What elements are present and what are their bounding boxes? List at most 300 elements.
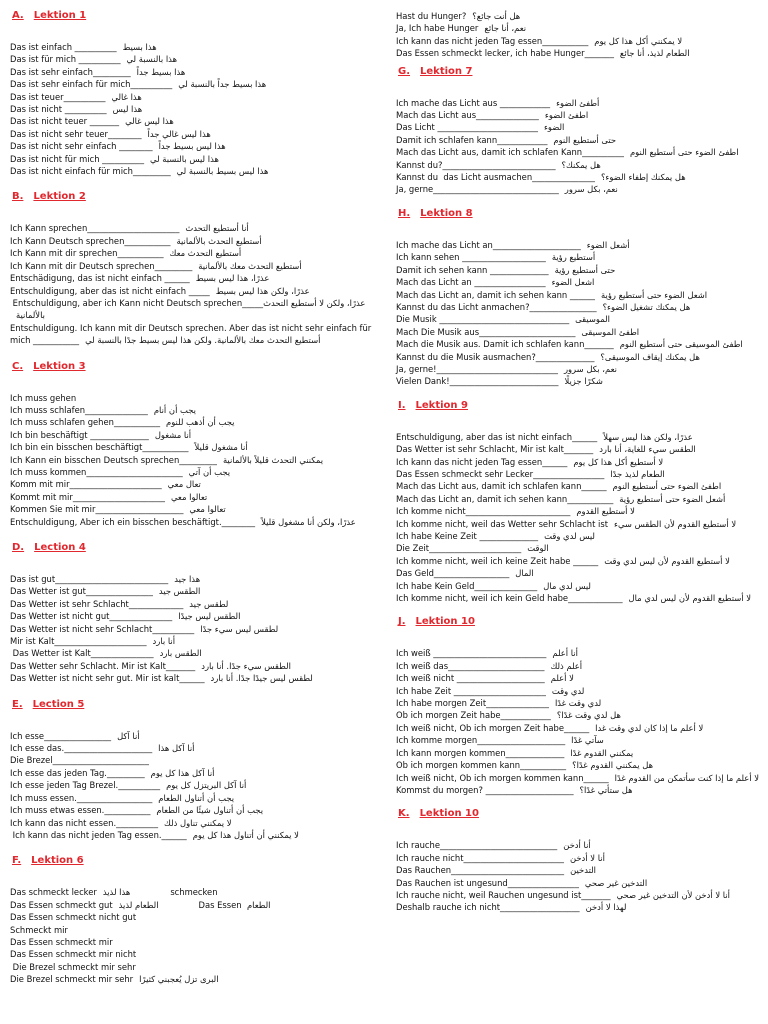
german-phrase: Ja, gerne!_____________________________ bbox=[396, 363, 558, 374]
german-phrase: Das ist sehr einfach_________ bbox=[10, 66, 131, 77]
vocab-line bbox=[10, 635, 382, 647]
german-phrase: Das Essen schmeckt gut bbox=[10, 899, 113, 910]
arabic-translation: هذا ليس بسيط جداً bbox=[158, 141, 226, 152]
arabic-translation: يجب أن أذهب للنوم bbox=[166, 417, 235, 428]
german-phrase: Ich komme nicht, weil ich kein Geld habe_____________ bbox=[396, 593, 623, 604]
vocab-line bbox=[10, 516, 382, 528]
arabic-translation: هذا بسيط bbox=[122, 42, 157, 52]
lesson-heading bbox=[12, 699, 382, 710]
german-phrase: Hast du Hunger? bbox=[396, 11, 467, 21]
german-phrase: Das ist teuer__________ bbox=[10, 91, 106, 102]
arabic-translation: ليس لدي وقت bbox=[544, 531, 595, 541]
arabic-translation: تعال معي bbox=[167, 479, 201, 490]
german-phrase: Das Geld__________________ bbox=[396, 568, 510, 579]
arabic-translation: أنا مشغول قليلاً bbox=[194, 442, 248, 453]
vocab-line bbox=[396, 772, 764, 784]
arabic-translation: أطفئ الضوء bbox=[556, 97, 600, 108]
lesson-letter: J. bbox=[398, 616, 406, 628]
german-phrase: Das Essen schmeckt mir bbox=[10, 936, 113, 947]
vocab-line bbox=[396, 722, 764, 734]
vocab-line bbox=[396, 480, 764, 492]
german-phrase: Ich weiß nicht, Ob ich morgen kommen kann______ bbox=[396, 772, 609, 783]
arabic-translation: أستطيع التحدث بالألمانية bbox=[176, 235, 262, 246]
arabic-translation: يجب أن أتناول شيئًا من الطعام bbox=[156, 805, 264, 816]
german-phrase: Das ist gut___________________________ bbox=[10, 574, 169, 584]
vocab-line bbox=[10, 91, 382, 103]
lesson-section bbox=[10, 10, 382, 191]
german-phrase: Ich habe Keine Zeit ______________ bbox=[396, 531, 539, 541]
vocab-line bbox=[396, 121, 764, 133]
vocab-line bbox=[10, 973, 382, 985]
arabic-translation: الطقس بارد bbox=[159, 648, 202, 659]
arabic-translation: حتى أستطيع رؤية bbox=[554, 264, 616, 275]
arabic-translation: لا أستطيع القدوم لأن ليس لدي مال bbox=[628, 593, 752, 604]
arabic-translation: لا أستطيع أكل هذا كل يوم bbox=[573, 456, 664, 467]
vocab-line bbox=[10, 140, 382, 152]
lesson-letter: I. bbox=[398, 399, 406, 411]
vocab-line bbox=[396, 759, 764, 771]
german-phrase: Mach das Licht aus, damit ich schlafen Kann__________ bbox=[396, 147, 624, 158]
german-phrase: Ich esse jeden Tag Brezel.__________ bbox=[10, 780, 161, 791]
right-column-sections bbox=[396, 66, 764, 926]
german-phrase: Mir ist Kalt______________________ bbox=[10, 636, 147, 647]
vocab-line bbox=[396, 363, 764, 375]
arabic-translation: هذا بسيط جداً بالنسبة لي bbox=[178, 79, 267, 90]
vocab-line bbox=[396, 592, 764, 604]
arabic-translation: اطفئ الموسيقى حتى أستطيع النوم bbox=[619, 339, 743, 350]
arabic-translation: الموسيقى bbox=[575, 314, 610, 325]
arabic-translation: لا أعلم ما إذا كان لدي وقت غدا bbox=[595, 722, 704, 733]
german-phrase: Entschuldigung, Aber ich ein bisschen beschäftigt.________ bbox=[10, 516, 256, 527]
vocab-line bbox=[10, 491, 382, 503]
german-phrase: Mach das Licht an, damit ich sehen kann___________ bbox=[396, 493, 614, 504]
arabic-translation: اشعل الضوء حتى أستطيع رؤية bbox=[601, 289, 708, 300]
german-phrase: Deshalb rauche ich nicht___________________ bbox=[396, 902, 580, 913]
vocab-line bbox=[10, 817, 382, 829]
arabic-translation: هذا ليس غالي bbox=[125, 116, 174, 127]
lesson-heading bbox=[12, 855, 382, 866]
german-phrase: Ich kann das nicht jeden Tag essen______ bbox=[396, 456, 568, 467]
german-phrase: Ich rauche____________________________ bbox=[396, 840, 558, 851]
vocab-line bbox=[396, 567, 764, 579]
arabic-translation: الطقس جيد bbox=[158, 586, 201, 597]
arabic-translation: أشعل الضوء حتى أستطيع رؤية bbox=[619, 493, 726, 504]
arabic-translation: هذا جيد bbox=[174, 574, 201, 584]
arabic-translation: تعالوا معي bbox=[170, 491, 208, 502]
german-phrase: Das Wetter ist sehr Schlacht, Mir ist kalt_______ bbox=[396, 444, 594, 455]
vocab-line bbox=[10, 41, 382, 53]
arabic-translation: هذا ليس بالنسبة لي bbox=[150, 153, 219, 164]
german-phrase: Kannst du das Licht anmachen?________________ bbox=[396, 301, 597, 312]
arabic-translation: أنا أدخن bbox=[563, 840, 591, 851]
vocab-line bbox=[396, 276, 764, 288]
lesson-section bbox=[396, 808, 764, 925]
lesson-title: Lektion 3 bbox=[33, 360, 86, 372]
arabic-translation: هذا بالنسبة لي bbox=[126, 54, 177, 65]
german-phrase: Das Essen schmeckt lecker, ich habe Hunger_______ bbox=[396, 48, 614, 59]
german-phrase: Kannst du das Licht ausmachen_______________ bbox=[396, 172, 595, 183]
arabic-translation: لا أستطيع القدوم لأن الطقس سيء bbox=[614, 518, 737, 529]
arabic-translation: أنا آكل هذا كل يوم bbox=[150, 767, 215, 778]
vocab-line bbox=[10, 285, 382, 297]
vocab-line bbox=[396, 864, 764, 876]
arabic-translation: اطفئ الضوء حتى أستطيع النوم bbox=[629, 147, 739, 158]
lesson-letter: F. bbox=[12, 855, 22, 867]
german-phrase: Ich mache das Licht aus ____________ bbox=[396, 97, 551, 108]
lesson-letter: H. bbox=[398, 207, 411, 219]
arabic-translation: الطقس سيء جدًا. أنا بارد bbox=[201, 660, 291, 671]
arabic-translation: لطقس ليس سيء جدًا bbox=[200, 623, 279, 634]
lesson-letter: G. bbox=[398, 65, 411, 77]
vocab-line bbox=[396, 183, 764, 195]
arabic-translation: أنا بارد bbox=[152, 636, 176, 647]
vocab-line bbox=[396, 109, 764, 121]
german-phrase: Mach das Licht an _________________ bbox=[396, 277, 546, 288]
german-phrase: Entschuldigung, aber das ist nicht einfach______ bbox=[396, 431, 598, 442]
arabic-translation: عذرًا، هذا ليس بسيط bbox=[195, 273, 270, 284]
vocab-line bbox=[396, 852, 764, 864]
german-phrase: Ich esse das._____________________ bbox=[10, 743, 153, 754]
arabic-translation: لا أعلم ما إذا كنت سأتمكن من القدوم غدًا bbox=[614, 772, 760, 783]
vocab-line bbox=[396, 877, 764, 889]
arabic-translation: نعم، بكل سرور bbox=[563, 363, 617, 374]
vocab-line bbox=[10, 585, 382, 597]
german-phrase: Das Essen schmeckt sehr Lecker_________________ bbox=[396, 468, 605, 479]
vocab-line bbox=[10, 272, 382, 284]
german-phrase: Schmeckt mir bbox=[10, 924, 68, 935]
arabic-translation: أنا آكل bbox=[117, 730, 140, 741]
german-phrase: Ich komme morgen_____________________ bbox=[396, 735, 566, 746]
arabic-translation: يجب أن أتناول الطعام bbox=[158, 792, 235, 803]
vocab-line bbox=[10, 404, 382, 416]
vocab-line bbox=[10, 322, 382, 347]
lesson-title: Lection 5 bbox=[32, 698, 85, 710]
arabic-translation: لا أستطيع القدوم bbox=[576, 506, 635, 517]
german-phrase: Kommt mit mir______________________ bbox=[10, 491, 165, 502]
arabic-translation: لدي وقت bbox=[551, 685, 585, 696]
german-phrase: Ich Kann mit dir Deutsch sprechen_________ bbox=[10, 260, 193, 271]
vocab-line bbox=[10, 754, 382, 766]
lesson-title: Lection 4 bbox=[34, 542, 86, 553]
arabic-translation: هذا لذيذ bbox=[102, 887, 131, 898]
arabic-translation: أنا لا أدخن bbox=[570, 852, 605, 863]
vocab-line bbox=[10, 165, 382, 177]
german-phrase: Mach die Musik aus. Damit ich schlafen kann_______ bbox=[396, 339, 614, 350]
german-phrase: Das Rauchen ist ungesund_________________ bbox=[396, 877, 579, 888]
vocab-line bbox=[396, 530, 764, 542]
german-phrase: Ich muss kommen_______________________ bbox=[10, 466, 183, 477]
arabic-translation: عذرًا، ولكن أنا مشغول قليلاً bbox=[261, 516, 356, 527]
arabic-translation: حتى أستطيع النوم bbox=[553, 134, 617, 145]
german-phrase: Die Brezel_______________________ bbox=[10, 755, 149, 766]
vocab-line bbox=[396, 146, 764, 158]
vocab-line bbox=[396, 734, 764, 746]
vocab-line bbox=[10, 924, 382, 936]
german-phrase: Ich Kann Deutsch sprechen___________ bbox=[10, 235, 171, 246]
lesson-heading bbox=[398, 808, 764, 819]
arabic-translation: أنا مشغول bbox=[154, 429, 192, 440]
lesson-title: Lektion 8 bbox=[420, 207, 473, 219]
vocab-line bbox=[396, 518, 764, 530]
vocab-line bbox=[10, 886, 382, 898]
lesson-heading bbox=[398, 66, 764, 77]
vocab-line bbox=[396, 542, 764, 554]
german-phrase: Ich Kann ein bisschen Deutsch sprechen_________ bbox=[10, 454, 217, 465]
german-phrase: Das Wetter ist nicht gut_______________ bbox=[10, 611, 173, 622]
german-phrase: Komm mit mir______________________ bbox=[10, 479, 162, 490]
arabic-translation: أعلم ذلك bbox=[550, 660, 583, 671]
arabic-translation: أنا أستطيع التحدث bbox=[185, 223, 249, 234]
arabic-translation: عذرًا، ولكن هذا ليس بسيط bbox=[215, 285, 310, 296]
lesson-heading bbox=[398, 208, 764, 219]
german-phrase: Das ist nicht sehr einfach ________ bbox=[10, 141, 153, 152]
german-phrase: Ich komme nicht_________________________ bbox=[396, 506, 571, 517]
vocab-line bbox=[396, 47, 764, 59]
arabic-translation: الطعام لذيذ، أنا جائع bbox=[619, 48, 690, 59]
german-phrase: Das Wetter ist sehr Schlacht_____________ bbox=[10, 598, 184, 609]
lesson-letter: A. bbox=[12, 10, 24, 21]
arabic-translation: الوقت bbox=[527, 543, 549, 554]
vocab-line bbox=[10, 610, 382, 622]
vocab-line bbox=[396, 264, 764, 276]
arabic-translation: أشعل الضوء bbox=[586, 239, 630, 250]
german-phrase: Ich bin ein bisschen beschäftigt___________ bbox=[10, 442, 189, 453]
arabic-translation: هذا ليس بسيط بالنسبة لي bbox=[176, 166, 269, 177]
german-phrase: Ob ich morgen kommen kann___________ bbox=[396, 760, 567, 771]
german-phrase: Das ist für mich __________ bbox=[10, 54, 121, 65]
german-phrase: Das Licht ________________________ bbox=[396, 122, 538, 133]
arabic-translation: لا يمكنني أن أتناول هذا كل يوم bbox=[192, 829, 299, 840]
side-note: schmecken bbox=[170, 887, 218, 898]
vocab-line bbox=[396, 647, 764, 659]
lesson-title: Lektion 6 bbox=[31, 855, 84, 867]
german-phrase: Ich Kann sprechen______________________ bbox=[10, 223, 180, 234]
vocab-line bbox=[396, 697, 764, 709]
arabic-translation: هذا غالي bbox=[111, 91, 142, 102]
lesson-section bbox=[10, 191, 382, 360]
german-phrase: Ich weiß nicht _____________________ bbox=[396, 673, 545, 684]
german-phrase: Das Wetter ist Kalt_______________ bbox=[10, 648, 154, 659]
lesson-heading bbox=[12, 361, 382, 372]
vocab-line bbox=[10, 936, 382, 948]
german-phrase: Das ist nicht für mich __________ bbox=[10, 153, 145, 164]
vocab-line bbox=[10, 660, 382, 672]
arabic-translation: هل يمكنك؟ bbox=[561, 159, 601, 170]
german-phrase: Ich habe morgen Zeit_______________ bbox=[396, 698, 549, 709]
german-phrase: Kommen Sie mit mir_____________________ bbox=[10, 504, 184, 515]
vocab-line bbox=[396, 251, 764, 263]
arabic-translation: لهذا لا أدخن bbox=[585, 902, 627, 913]
vocab-line bbox=[396, 468, 764, 480]
arabic-translation: اطفئ الموسيقى bbox=[581, 326, 640, 337]
german-phrase: Das schmeckt lecker bbox=[10, 887, 97, 898]
german-phrase: Ich esse das jeden Tag._________ bbox=[10, 767, 145, 778]
vocab-line bbox=[396, 672, 764, 684]
arabic-translation: نعم، بكل سرور bbox=[564, 184, 618, 195]
german-phrase: Ich muss etwas essen.___________ bbox=[10, 805, 151, 816]
vocab-line bbox=[10, 222, 382, 234]
vocab-line bbox=[396, 134, 764, 146]
arabic-translation: سآتي غدًا bbox=[571, 735, 604, 746]
vocab-line bbox=[396, 351, 764, 363]
vocab-line bbox=[10, 961, 382, 973]
german-phrase: Ob ich morgen Zeit habe____________ bbox=[396, 710, 551, 721]
german-phrase: Ich weiß nicht, Ob ich morgen Zeit habe______ bbox=[396, 722, 590, 733]
lesson-section bbox=[396, 400, 764, 617]
german-phrase: Die Brezel schmeckt mir sehr bbox=[10, 961, 136, 972]
vocab-line bbox=[10, 829, 382, 841]
german-phrase: Ich habe Kein Geld_______________ bbox=[396, 580, 538, 591]
arabic-translation: الطقس سيء للغاية، أنا بارد bbox=[599, 444, 696, 455]
german-phrase: Das Wetter ist gut________________ bbox=[10, 586, 153, 597]
lesson-title: Lektion 10 bbox=[419, 808, 479, 820]
german-phrase: Das Wetter ist nicht sehr Schlacht__________ bbox=[10, 623, 195, 634]
lesson-title: Lektion 1 bbox=[33, 10, 87, 21]
arabic-translation: أنا آكل البريتزل كل يوم bbox=[166, 780, 247, 791]
vocab-line bbox=[10, 804, 382, 816]
arabic-translation: لطقس جيد bbox=[189, 598, 229, 609]
lesson-letter: B. bbox=[12, 191, 24, 203]
arabic-translation: هل يمكنك إطفاء الضوء؟ bbox=[600, 172, 686, 183]
lesson-title: Lektion 9 bbox=[415, 399, 468, 411]
arabic-translation: عذرًا، ولكن لا أستطيع التحدث بالألمانية bbox=[16, 297, 369, 321]
vocab-line bbox=[10, 742, 382, 754]
german-phrase: Ich muss schlafen_______________ bbox=[10, 404, 148, 415]
vocab-line bbox=[396, 839, 764, 851]
lesson-heading bbox=[398, 616, 764, 627]
arabic-translation: هذا ليس غالي جداً bbox=[147, 128, 211, 139]
arabic-translation: هل أنت جائع؟ bbox=[472, 11, 521, 21]
vocab-line bbox=[10, 429, 382, 441]
german-phrase: Ich kann das nicht jeden Tag essen___________ bbox=[396, 35, 589, 46]
vocab-line bbox=[10, 416, 382, 428]
vocab-line bbox=[396, 289, 764, 301]
vocab-line bbox=[10, 466, 382, 478]
lesson-title: Lektion 2 bbox=[33, 191, 86, 203]
german-phrase: Ich muss gehen bbox=[10, 392, 77, 403]
arabic-translation: لا يمكنني أكل هذا كل يوم bbox=[594, 35, 683, 46]
arabic-translation: هل يمكنك إيقاف الموسيقى؟ bbox=[600, 351, 700, 362]
vocab-line bbox=[396, 171, 764, 183]
german-phrase: Ich mache das Licht an_____________________ bbox=[396, 239, 581, 250]
arabic-translation: اطفئ الضوء bbox=[544, 110, 589, 121]
arabic-translation: لطقس ليس جيدًا جدًا. أنا بارد bbox=[210, 673, 313, 684]
lesson-section bbox=[396, 208, 764, 400]
vocab-line bbox=[396, 159, 764, 171]
lesson-heading bbox=[398, 400, 764, 411]
vocab-line bbox=[10, 503, 382, 515]
vocab-line bbox=[10, 66, 382, 78]
german-phrase: Mach das Licht aus, damit ich schlafen kann______ bbox=[396, 481, 607, 492]
right-column-intro bbox=[396, 10, 764, 60]
vocab-line bbox=[10, 128, 382, 140]
vocab-line bbox=[10, 767, 382, 779]
vocab-line bbox=[10, 573, 382, 585]
german-phrase: Ja, Ich habe Hunger bbox=[396, 23, 479, 34]
lesson-heading bbox=[12, 10, 382, 21]
german-phrase: Ich komme nicht, weil das Wetter sehr Schlacht ist bbox=[396, 518, 609, 529]
vocab-line bbox=[10, 247, 382, 259]
german-phrase: Das Rauchen___________________________ bbox=[396, 865, 565, 876]
arabic-translation: الطقس ليس جيدًا bbox=[178, 611, 241, 622]
lesson-letter: E. bbox=[12, 698, 23, 710]
vocab-line bbox=[396, 747, 764, 759]
german-phrase: Entschuldigung. Ich kann mit dir Deutsch sprechen. Aber das ist nicht sehr einfach für mich ___________ bbox=[10, 322, 374, 346]
lesson-section bbox=[396, 616, 764, 808]
arabic-translation: اشعل الضوء bbox=[551, 277, 595, 288]
lesson-letter: C. bbox=[12, 360, 24, 372]
arabic-translation: هل يمكنك تشغيل الضوء؟ bbox=[602, 301, 691, 312]
arabic-translation: الضوء bbox=[543, 122, 565, 133]
vocab-line bbox=[10, 78, 382, 90]
german-phrase: Ich rauche nicht, weil Rauchen ungesund ist_______ bbox=[396, 889, 611, 900]
vocab-line bbox=[10, 948, 382, 960]
arabic-translation: أستطيع رؤية bbox=[551, 252, 596, 263]
right-column bbox=[396, 10, 764, 926]
lesson-heading bbox=[12, 191, 382, 202]
vocab-line bbox=[396, 375, 764, 387]
german-phrase: Ich rauche nicht________________________ bbox=[396, 852, 564, 863]
vocab-line bbox=[10, 730, 382, 742]
german-phrase: Die Musik _______________________________ bbox=[396, 314, 570, 325]
vocab-line bbox=[396, 97, 764, 109]
lesson-title: Lektion 7 bbox=[420, 65, 473, 77]
vocab-line bbox=[10, 297, 382, 322]
german-phrase: Das ist nicht __________ bbox=[10, 104, 107, 115]
german-phrase: Ich habe Zeit ______________________ bbox=[396, 685, 546, 696]
german-phrase: Die Zeit______________________ bbox=[396, 543, 522, 554]
left-column bbox=[10, 10, 382, 1000]
german-phrase: Mach das Licht an, damit ich sehen kann ______ bbox=[396, 289, 595, 300]
german-phrase: Das Wetter sehr Schlacht. Mir ist Kalt_______ bbox=[10, 660, 196, 671]
vocab-line bbox=[10, 672, 382, 684]
german-phrase: Ich weiß das_______________________ bbox=[396, 660, 545, 671]
arabic-translation: هل لدي وقت غدًا؟ bbox=[556, 710, 621, 721]
arabic-translation: ليس لدي مال bbox=[543, 580, 591, 591]
german-phrase: Die Brezel schmeckt mir sehr bbox=[10, 974, 134, 985]
german-phrase: Das Wetter ist nicht sehr gut. Mir ist kalt______ bbox=[10, 673, 205, 684]
german-phrase: Das ist nicht sehr teuer________ bbox=[10, 128, 142, 139]
lesson-title: Lektion 10 bbox=[415, 616, 475, 628]
arabic-translation: الطعام لذيذ جدًا bbox=[610, 468, 665, 479]
vocab-line bbox=[10, 441, 382, 453]
german-phrase: Das Essen schmeckt nicht gut bbox=[10, 912, 137, 923]
german-phrase: Das ist nicht einfach für mich_________ bbox=[10, 166, 171, 177]
vocab-line bbox=[10, 392, 382, 404]
arabic-translation: لدي وقت غدًا bbox=[554, 698, 602, 709]
lesson-section bbox=[10, 855, 382, 999]
arabic-translation: أنا لا أدخن لأن التدخين غير صحي bbox=[616, 889, 730, 900]
vocab-line bbox=[10, 779, 382, 791]
german-phrase: Entschuldigung, aber das ist nicht einfach _____ bbox=[10, 285, 210, 296]
vocab-line bbox=[396, 239, 764, 251]
german-phrase: Damit ich schlafen kann____________ bbox=[396, 134, 548, 145]
arabic-translation: لا أعلم bbox=[550, 673, 574, 684]
vocab-line bbox=[396, 35, 764, 47]
german-phrase: Ich weiß ___________________________ bbox=[396, 648, 547, 659]
vocab-line bbox=[396, 784, 764, 796]
german-phrase: Das ist sehr einfach für mich__________ bbox=[10, 79, 173, 90]
vocab-line bbox=[10, 647, 382, 659]
arabic-translation: أستطيع التحدث معك بالألمانية. ولكن هذا ليس بسيط جدًا بالنسبة لي bbox=[85, 335, 321, 346]
vocab-line bbox=[396, 901, 764, 913]
arabic-translation: البرى تزل يُعجبني كثيرًا bbox=[139, 974, 219, 985]
german-phrase: Kannst du die Musik ausmachen?______________ bbox=[396, 351, 595, 362]
german-phrase: Ich komme nicht, weil ich keine Zeit habe ______ bbox=[396, 555, 599, 566]
arabic-translation: يجب أن أنام bbox=[153, 404, 197, 415]
german-phrase: Kannst du?___________________________ bbox=[396, 159, 556, 170]
arabic-translation: يمكنني القدوم غدًا bbox=[570, 747, 634, 758]
